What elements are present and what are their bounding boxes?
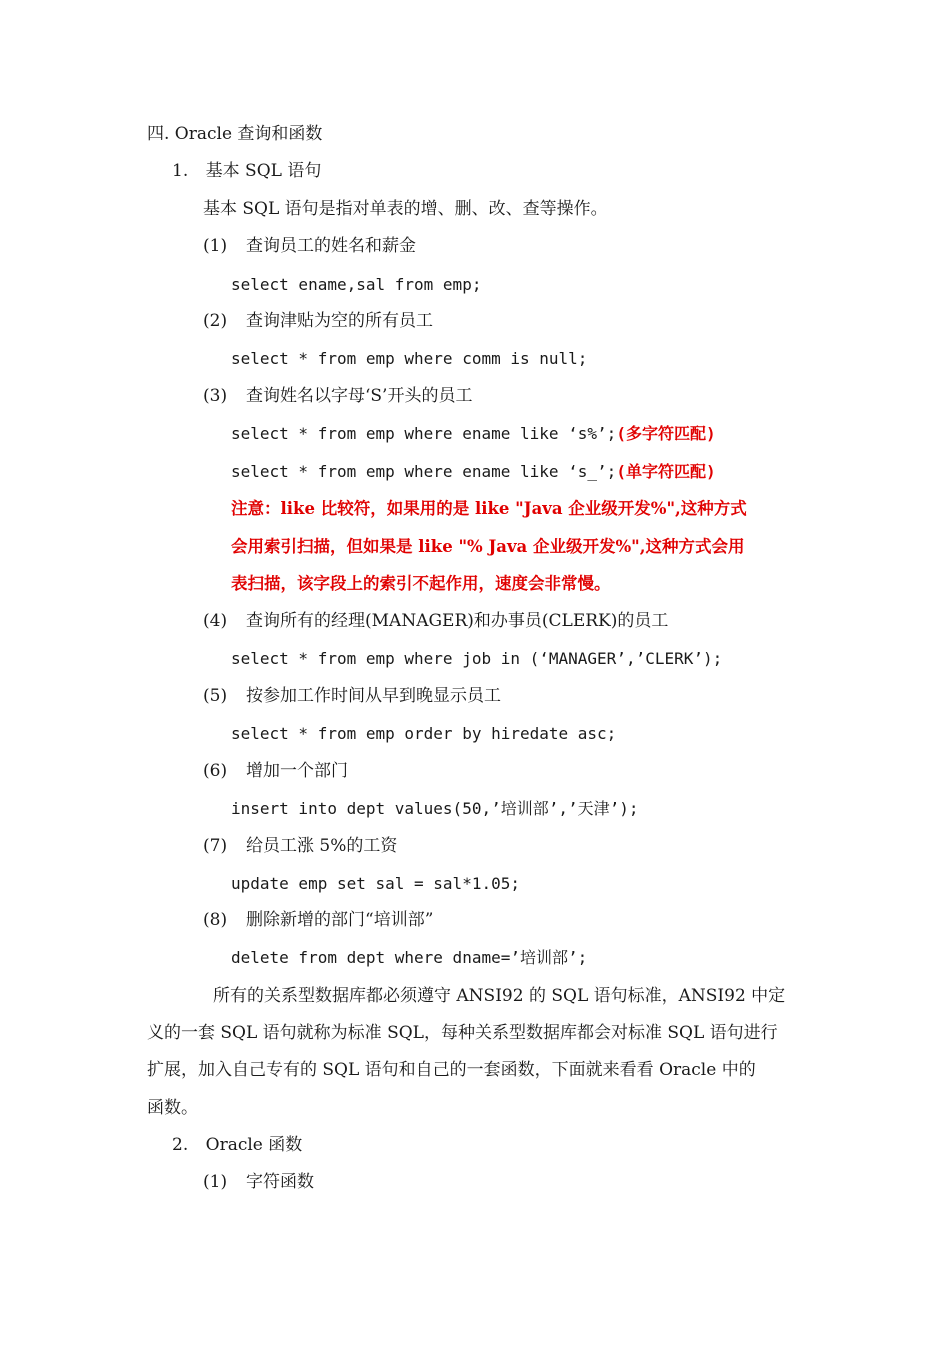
list-item-6 bbox=[203, 759, 348, 783]
paragraph-line-4: 函数。 bbox=[147, 1098, 198, 1118]
code-line-6: insert into dept values(50,’培训部’,’天津’); bbox=[231, 799, 639, 818]
list-item-text: 查询所有的经理(MANAGER)和办事员(CLERK)的员工 bbox=[246, 611, 669, 631]
list-item-5 bbox=[203, 684, 501, 708]
code-comment: (多字符匹配) bbox=[616, 424, 716, 443]
intro-text: 基本 SQL 语句是指对单表的增、删、改、查等操作。 bbox=[203, 199, 608, 219]
list-item-7 bbox=[203, 834, 397, 858]
section-1-heading bbox=[172, 159, 321, 183]
code-text: select * from emp where ename like ‘s%’; bbox=[231, 424, 617, 443]
paragraph-line-3: 扩展，加入自己专有的 SQL 语句和自己的一套函数，下面就来看看 Oracle 中的 bbox=[147, 1060, 756, 1080]
list-item-number: (1) bbox=[203, 236, 228, 256]
code-line-3b bbox=[231, 460, 716, 484]
note-line-2: 会用索引扫描，但如果是 like "% Java 企业级开发%",这种方式会用 bbox=[231, 537, 745, 556]
note-line-1: 注意：like 比较符，如果用的是 like "Java 企业级开发%",这种方式 bbox=[231, 499, 747, 518]
list-item-text: 字符函数 bbox=[246, 1172, 314, 1192]
list-item-number: (1) bbox=[203, 1172, 228, 1192]
list-item-text: 给员工涨 5%的工资 bbox=[246, 836, 398, 856]
list-item-text: 删除新增的部门“培训部” bbox=[246, 910, 434, 930]
list-item-1 bbox=[203, 234, 416, 258]
list-item-3 bbox=[203, 384, 472, 408]
list-item-text: 查询津贴为空的所有员工 bbox=[246, 311, 433, 331]
section-1-number: 1. bbox=[172, 161, 189, 181]
list-item-number: (8) bbox=[203, 910, 228, 930]
chapter-heading: 四. Oracle 查询和函数 bbox=[147, 124, 323, 144]
section-2-number: 2. bbox=[172, 1135, 189, 1155]
paragraph-line-1: 所有的关系型数据库都必须遵守 ANSI92 的 SQL 语句标准，ANSI92 中定 bbox=[213, 986, 786, 1006]
list-item-number: (3) bbox=[203, 386, 228, 406]
list-item-number: (7) bbox=[203, 836, 228, 856]
list-item-text: 增加一个部门 bbox=[246, 761, 348, 781]
code-line-1: select ename,sal from emp; bbox=[231, 275, 482, 294]
list-item-number: (2) bbox=[203, 311, 228, 331]
section-2-title: Oracle 函数 bbox=[205, 1135, 303, 1155]
list-item-text: 查询员工的姓名和薪金 bbox=[246, 236, 416, 256]
list-item-2 bbox=[203, 309, 433, 333]
code-line-5: select * from emp order by hiredate asc; bbox=[231, 724, 617, 743]
paragraph-line-2: 义的一套 SQL 语句就称为标准 SQL，每种关系型数据库都会对标准 SQL 语句进行 bbox=[147, 1023, 778, 1043]
list-item-4 bbox=[203, 609, 668, 633]
section-2-item-1 bbox=[203, 1170, 314, 1194]
code-text: select * from emp where ename like ‘s_’; bbox=[231, 462, 617, 481]
list-item-number: (4) bbox=[203, 611, 228, 631]
list-item-text: 查询姓名以字母‘S’开头的员工 bbox=[246, 386, 473, 406]
code-line-8: delete from dept where dname=’培训部’; bbox=[231, 948, 588, 967]
code-line-4: select * from emp where job in (‘MANAGER’,’CLERK’); bbox=[231, 649, 723, 668]
code-line-3a bbox=[231, 422, 716, 446]
note-line-3: 表扫描，该字段上的索引不起作用，速度会非常慢。 bbox=[231, 574, 611, 593]
code-line-2: select * from emp where comm is null; bbox=[231, 349, 588, 368]
code-comment: (单字符匹配) bbox=[616, 462, 716, 481]
section-1-title: 基本 SQL 语句 bbox=[205, 161, 322, 181]
list-item-text: 按参加工作时间从早到晚显示员工 bbox=[246, 686, 501, 706]
section-2-heading bbox=[172, 1133, 302, 1157]
list-item-number: (5) bbox=[203, 686, 228, 706]
list-item-8 bbox=[203, 908, 433, 932]
list-item-number: (6) bbox=[203, 761, 228, 781]
code-line-7: update emp set sal = sal*1.05; bbox=[231, 874, 520, 893]
